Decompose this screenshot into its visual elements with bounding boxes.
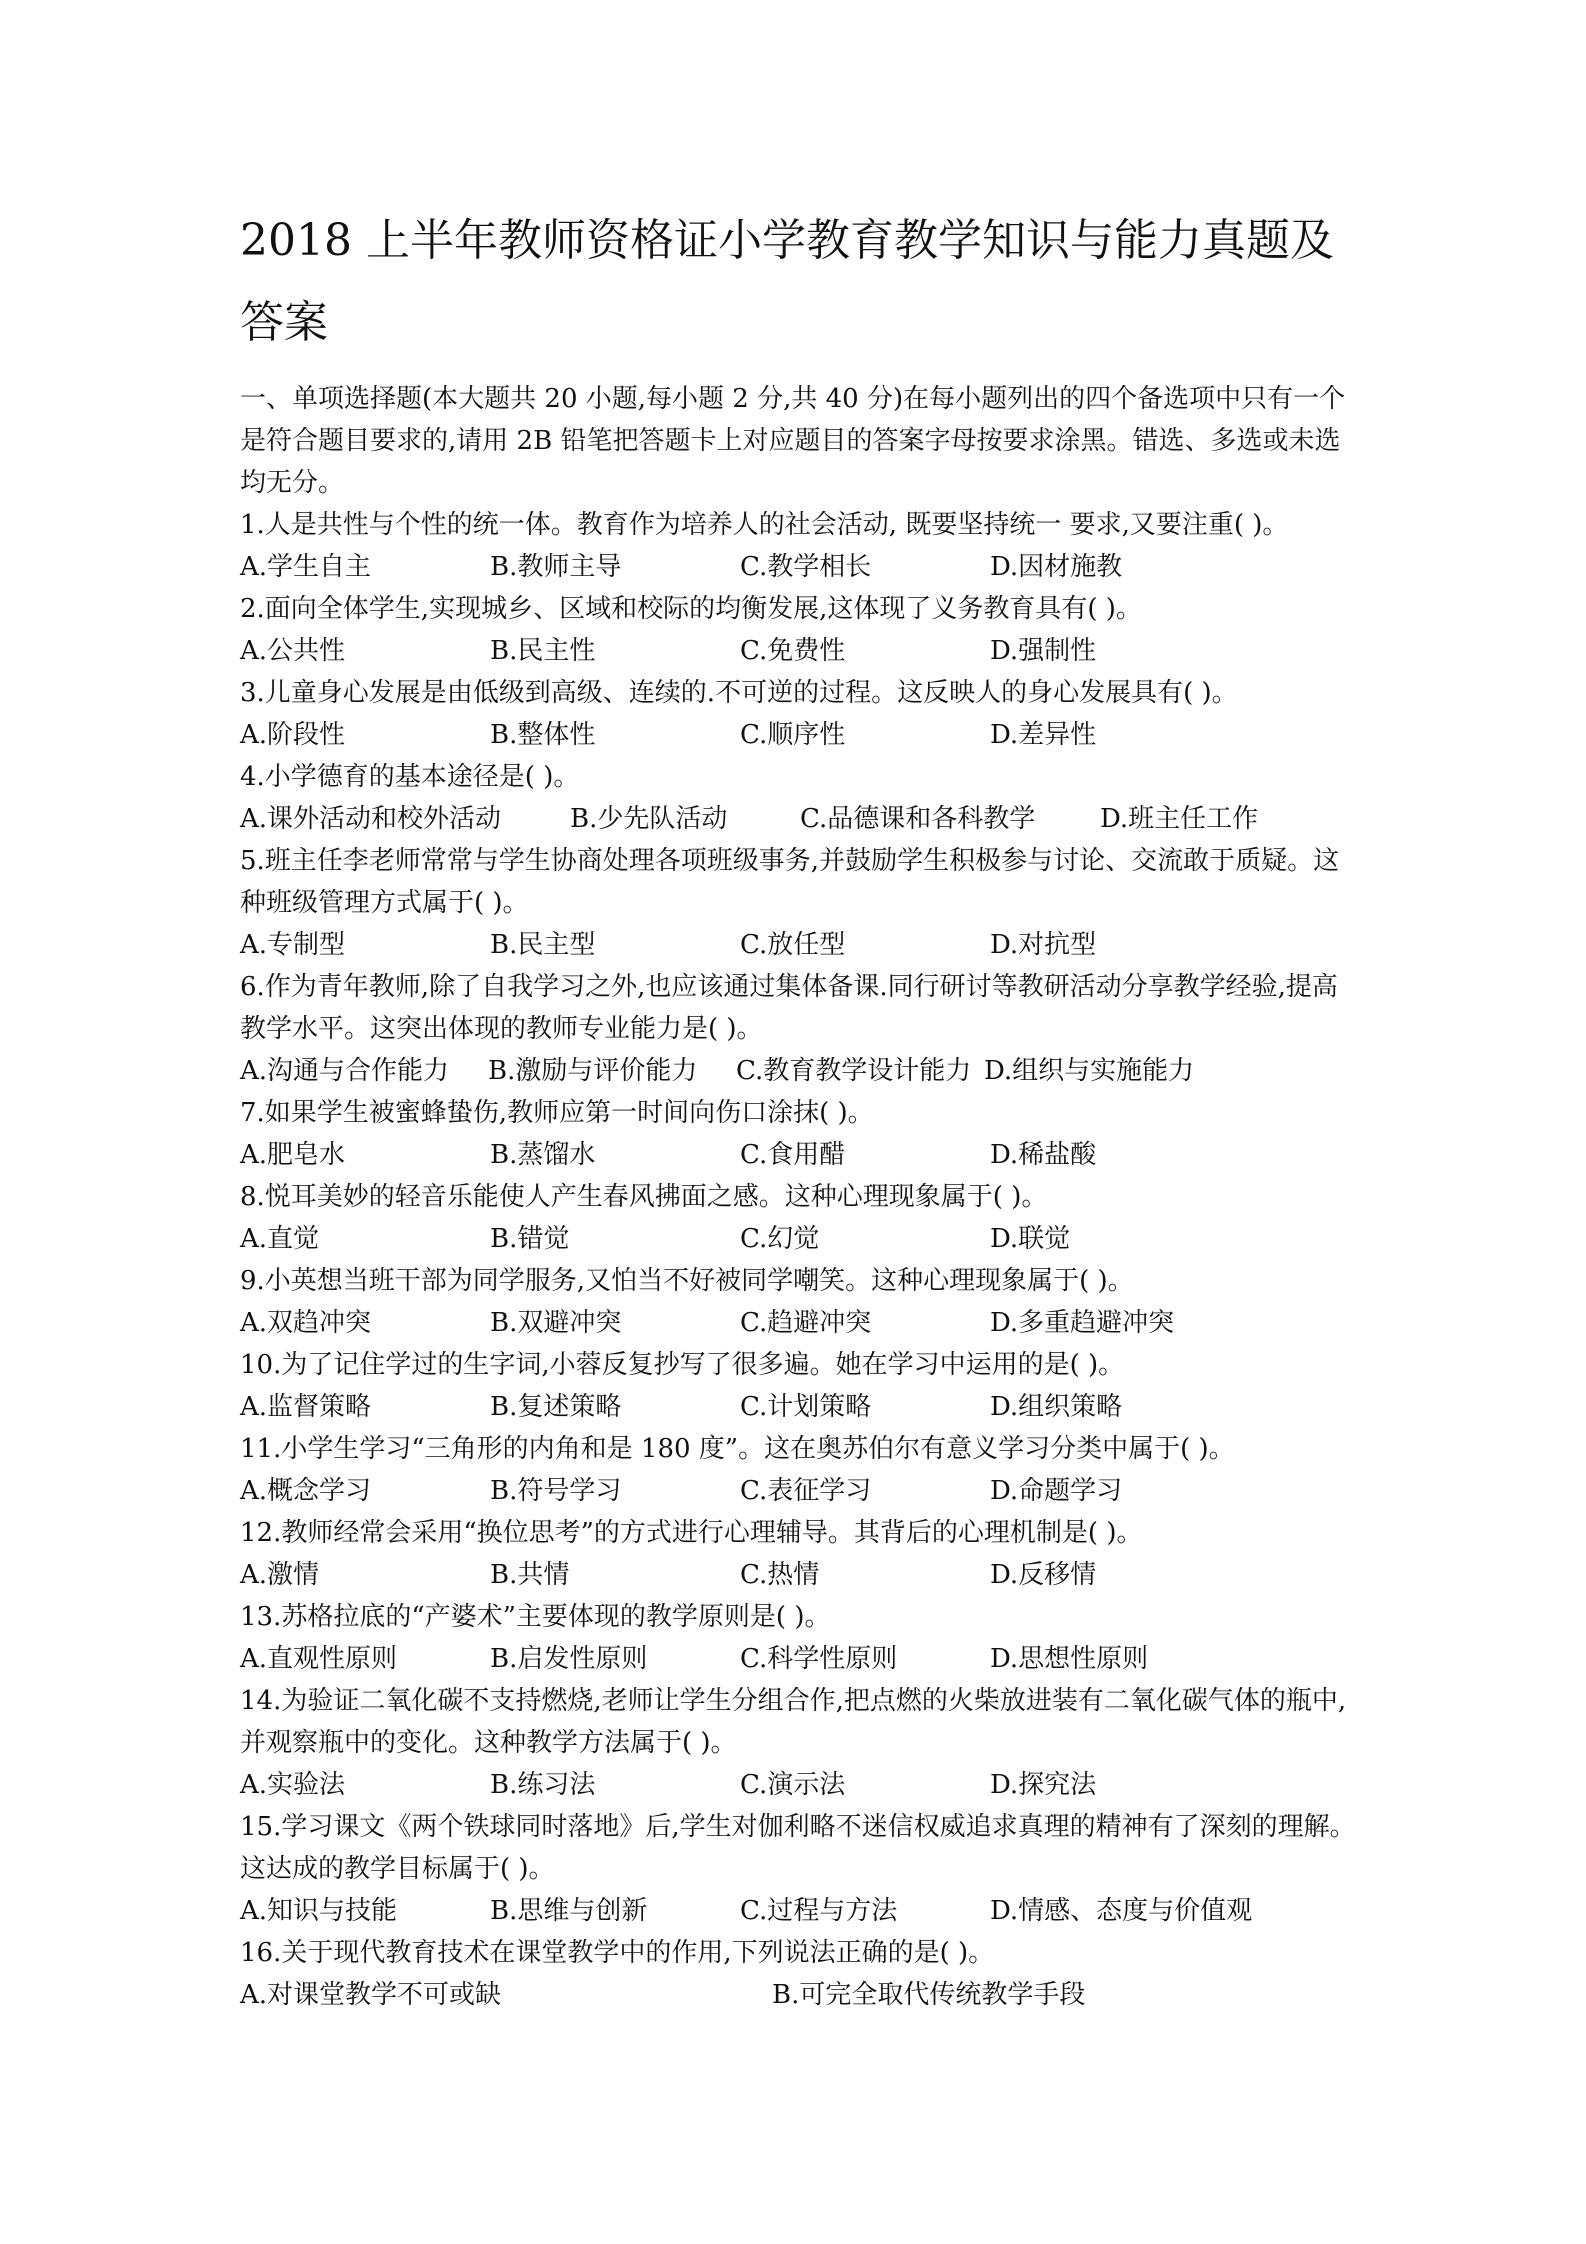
option-b: B.错觉 xyxy=(490,1224,570,1254)
question-12 xyxy=(240,1512,1360,1596)
option-c: C.顺序性 xyxy=(740,720,846,750)
option-a: A.实验法 xyxy=(240,1770,346,1800)
option-c: C.表征学习 xyxy=(740,1476,872,1506)
question-10 xyxy=(240,1344,1360,1428)
option-a: A.学生自主 xyxy=(240,552,372,582)
option-a: A.知识与技能 xyxy=(240,1896,398,1926)
option-row xyxy=(240,1134,1360,1176)
option-a: A.对课堂教学不可或缺 xyxy=(240,1980,502,2010)
question-stem: 2.面向全体学生,实现城乡、区域和校际的均衡发展,这体现了义务教育具有( )。 xyxy=(240,594,1142,624)
option-row xyxy=(240,1890,1360,1932)
question-stem: 14.为验证二氧化碳不支持燃烧,老师让学生分组合作,把点燃的火柴放进装有二氧化碳气体的瓶中,并观察瓶中的变化。这种教学方法属于( )。 xyxy=(240,1686,1347,1758)
question-2 xyxy=(240,588,1360,672)
option-c: C.计划策略 xyxy=(740,1392,872,1422)
option-c: C.幻觉 xyxy=(740,1224,820,1254)
option-row xyxy=(240,1974,1360,2016)
option-b: B.教师主导 xyxy=(490,552,622,582)
option-row xyxy=(240,1050,1360,1092)
option-c: C.教学相长 xyxy=(740,552,872,582)
question-4 xyxy=(240,756,1360,840)
option-c: C.教育教学设计能力 xyxy=(736,1056,972,1086)
question-7 xyxy=(240,1092,1360,1176)
option-d: D.反移情 xyxy=(990,1560,1097,1590)
option-b: B.双避冲突 xyxy=(490,1308,622,1338)
section-instructions: 一、单项选择题(本大题共 20 小题,每小题 2 分,共 40 分)在每小题列出的四个备选项中只有一个是符合题目要求的,请用 2B 铅笔把答题卡上对应题目的答案字母按要求涂黑。错选、多选或未选均无分。 xyxy=(240,384,1346,498)
question-16 xyxy=(240,1932,1360,2016)
option-d: D.组织策略 xyxy=(990,1392,1123,1422)
option-b: B.练习法 xyxy=(490,1770,596,1800)
option-d: D.思想性原则 xyxy=(990,1644,1149,1674)
question-14 xyxy=(240,1680,1360,1806)
option-b: B.思维与创新 xyxy=(490,1896,648,1926)
option-a: A.阶段性 xyxy=(240,720,346,750)
question-13 xyxy=(240,1596,1360,1680)
option-d: D.因材施教 xyxy=(990,552,1123,582)
option-d: D.强制性 xyxy=(990,636,1097,666)
option-row xyxy=(240,1638,1360,1680)
option-d: D.命题学习 xyxy=(990,1476,1123,1506)
question-1 xyxy=(240,504,1360,588)
question-15 xyxy=(240,1806,1360,1932)
option-row xyxy=(240,630,1360,672)
option-row xyxy=(240,798,1360,840)
question-stem: 9.小英想当班干部为同学服务,又怕当不好被同学嘲笑。这种心理现象属于( )。 xyxy=(240,1266,1134,1296)
option-a: A.概念学习 xyxy=(240,1476,372,1506)
option-d: D.联觉 xyxy=(990,1224,1071,1254)
question-3 xyxy=(240,672,1360,756)
question-stem: 4.小学德育的基本途径是( )。 xyxy=(240,762,580,792)
option-d: D.多重趋避冲突 xyxy=(990,1308,1175,1338)
question-stem: 15.学习课文《两个铁球同时落地》后,学生对伽利略不迷信权威追求真理的精神有了深刻的理解。这达成的教学目标属于( )。 xyxy=(240,1812,1356,1884)
option-c: C.食用醋 xyxy=(740,1140,846,1170)
question-6 xyxy=(240,966,1360,1092)
option-row xyxy=(240,1764,1360,1806)
option-row xyxy=(240,924,1360,966)
option-d: D.探究法 xyxy=(990,1770,1097,1800)
question-5 xyxy=(240,840,1360,966)
option-d: D.稀盐酸 xyxy=(990,1140,1097,1170)
option-c: C.演示法 xyxy=(740,1770,846,1800)
option-d: D.班主任工作 xyxy=(1100,804,1259,834)
option-d: D.情感、态度与价值观 xyxy=(990,1896,1253,1926)
question-stem: 10.为了记住学过的生字词,小蓉反复抄写了很多遍。她在学习中运用的是( )。 xyxy=(240,1350,1125,1380)
option-b: B.符号学习 xyxy=(490,1476,622,1506)
option-c: C.热情 xyxy=(740,1560,820,1590)
question-stem: 13.苏格拉底的“产婆术”主要体现的教学原则是( )。 xyxy=(240,1602,831,1632)
question-stem: 7.如果学生被蜜蜂蛰伤,教师应第一时间向伤口涂抹( )。 xyxy=(240,1098,874,1128)
option-row xyxy=(240,1218,1360,1260)
option-c: C.品德课和各科教学 xyxy=(800,804,1036,834)
option-b: B.蒸馏水 xyxy=(490,1140,596,1170)
question-9 xyxy=(240,1260,1360,1344)
question-stem: 11.小学生学习“三角形的内角和是 180 度”。这在奥苏伯尔有意义学习分类中属于( )。 xyxy=(240,1434,1235,1464)
option-b: B.激励与评价能力 xyxy=(488,1056,698,1086)
document-title: 2018 上半年教师资格证小学教育教学知识与能力真题及答案 xyxy=(240,215,1334,348)
option-a: A.课外活动和校外活动 xyxy=(240,804,502,834)
option-b: B.少先队活动 xyxy=(570,804,728,834)
option-a: A.肥皂水 xyxy=(240,1140,346,1170)
option-c: C.放任型 xyxy=(740,930,846,960)
option-row xyxy=(240,1470,1360,1512)
option-c: C.趋避冲突 xyxy=(740,1308,872,1338)
option-b: B.共情 xyxy=(490,1560,570,1590)
option-b: B.民主型 xyxy=(490,930,596,960)
option-a: A.双趋冲突 xyxy=(240,1308,372,1338)
option-row xyxy=(240,1554,1360,1596)
option-a: A.沟通与合作能力 xyxy=(240,1056,450,1086)
question-stem: 6.作为青年教师,除了自我学习之外,也应该通过集体备课.同行研讨等教研活动分享教学经验,提高教学水平。这突出体现的教师专业能力是( )。 xyxy=(240,972,1338,1044)
option-b: B.复述策略 xyxy=(490,1392,622,1422)
question-stem: 3.儿童身心发展是由低级到高级、连续的.不可逆的过程。这反映人的身心发展具有( )。 xyxy=(240,678,1238,708)
question-stem: 8.悦耳美妙的轻音乐能使人产生春风拂面之感。这种心理现象属于( )。 xyxy=(240,1182,1048,1212)
option-a: A.公共性 xyxy=(240,636,346,666)
option-d: D.差异性 xyxy=(990,720,1097,750)
option-a: A.监督策略 xyxy=(240,1392,372,1422)
question-stem: 16.关于现代教育技术在课堂教学中的作用,下列说法正确的是( )。 xyxy=(240,1938,995,1968)
option-b: B.民主性 xyxy=(490,636,596,666)
option-row xyxy=(240,714,1360,756)
question-8 xyxy=(240,1176,1360,1260)
option-row xyxy=(240,1386,1360,1428)
option-d: D.对抗型 xyxy=(990,930,1097,960)
question-11 xyxy=(240,1428,1360,1512)
option-c: C.过程与方法 xyxy=(740,1896,898,1926)
option-d: D.组织与实施能力 xyxy=(984,1056,1195,1086)
option-c: C.免费性 xyxy=(740,636,846,666)
document-page xyxy=(240,200,1360,2016)
option-row xyxy=(240,546,1360,588)
option-row xyxy=(240,1302,1360,1344)
option-c: C.科学性原则 xyxy=(740,1644,898,1674)
option-b: B.可完全取代传统教学手段 xyxy=(772,1980,1086,2010)
question-stem: 1.人是共性与个性的统一体。教育作为培养人的社会活动, 既要坚持统一 要求,又要注重( )。 xyxy=(240,510,1289,540)
option-a: A.直观性原则 xyxy=(240,1644,398,1674)
question-stem: 12.教师经常会采用“换位思考”的方式进行心理辅导。其背后的心理机制是( )。 xyxy=(240,1518,1143,1548)
option-a: A.直觉 xyxy=(240,1224,320,1254)
option-b: B.整体性 xyxy=(490,720,596,750)
option-a: A.激情 xyxy=(240,1560,320,1590)
question-stem: 5.班主任李老师常常与学生协商处理各项班级事务,并鼓励学生积极参与讨论、交流敢于质疑。这种班级管理方式属于( )。 xyxy=(240,846,1340,918)
option-a: A.专制型 xyxy=(240,930,346,960)
option-b: B.启发性原则 xyxy=(490,1644,648,1674)
